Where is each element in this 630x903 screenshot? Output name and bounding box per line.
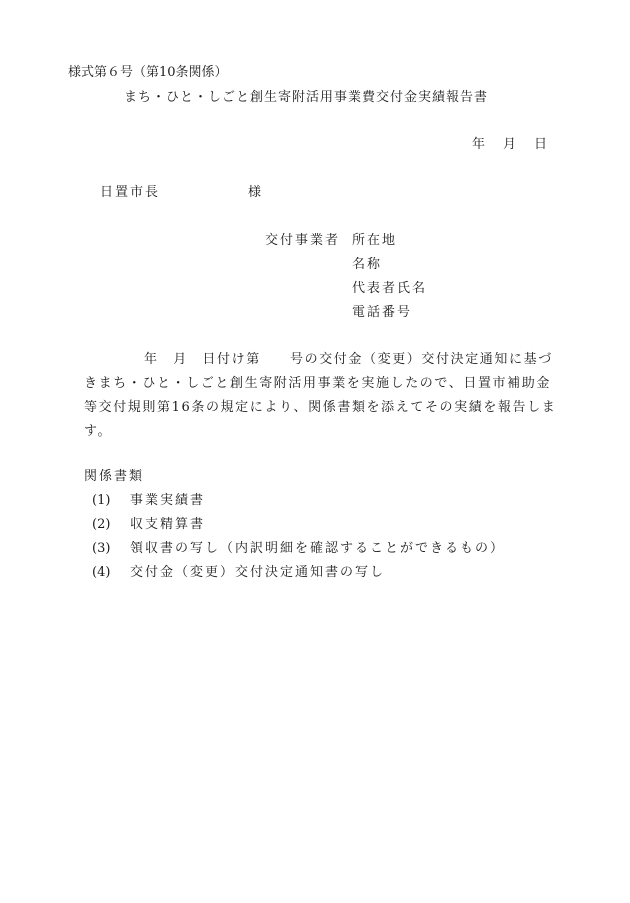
address-label: 所在地	[352, 233, 398, 248]
attachment-item	[92, 494, 205, 507]
document-title: まち・ひと・しごと創生寄附活用事業費交付金実績報告書	[124, 90, 489, 105]
date-line	[472, 138, 547, 151]
name-label: 名称	[352, 257, 383, 272]
attachment-number: (4)	[92, 565, 111, 580]
recipient	[100, 185, 264, 200]
attachment-text: 領収書の写し（内訳明細を確認することができるもの）	[130, 541, 506, 556]
attachment-number: (2)	[92, 517, 111, 532]
attachment-text: 交付金（変更）交付決定通知書の写し	[130, 565, 386, 580]
report-body	[84, 348, 564, 444]
recipient-name: 日置市長	[100, 185, 161, 200]
body-line-4: す。	[84, 424, 113, 439]
body-line-3: 等交付規則第16条の規定により、関係書類を添えてその実績を報告しま	[84, 400, 557, 415]
body-line-1: 年 月 日付け第 号の交付金（変更）交付決定通知に基づ	[144, 352, 553, 367]
attachment-text: 事業実績書	[130, 493, 206, 508]
date-day-label: 日	[534, 137, 548, 152]
form-number: 様式第６号（第10条関係）	[68, 65, 228, 80]
attachment-text: 収支精算書	[130, 517, 206, 532]
date-month-label: 月	[503, 137, 517, 152]
body-line-2: きまち・ひと・しごと創生寄附活用事業を実施したので、日置市補助金	[84, 376, 551, 391]
attachment-item	[92, 518, 205, 531]
attachment-number: (3)	[92, 541, 111, 556]
attachment-item	[92, 566, 385, 579]
date-year-label: 年	[472, 137, 486, 152]
attachment-number: (1)	[92, 493, 111, 508]
attachment-item	[92, 542, 505, 555]
representative-label: 代表者氏名	[352, 281, 428, 296]
applicant-role: 交付事業者	[265, 233, 341, 248]
recipient-honorific: 様	[248, 185, 264, 200]
phone-label: 電話番号	[352, 305, 413, 320]
attachments-heading: 関係書類	[84, 469, 145, 484]
